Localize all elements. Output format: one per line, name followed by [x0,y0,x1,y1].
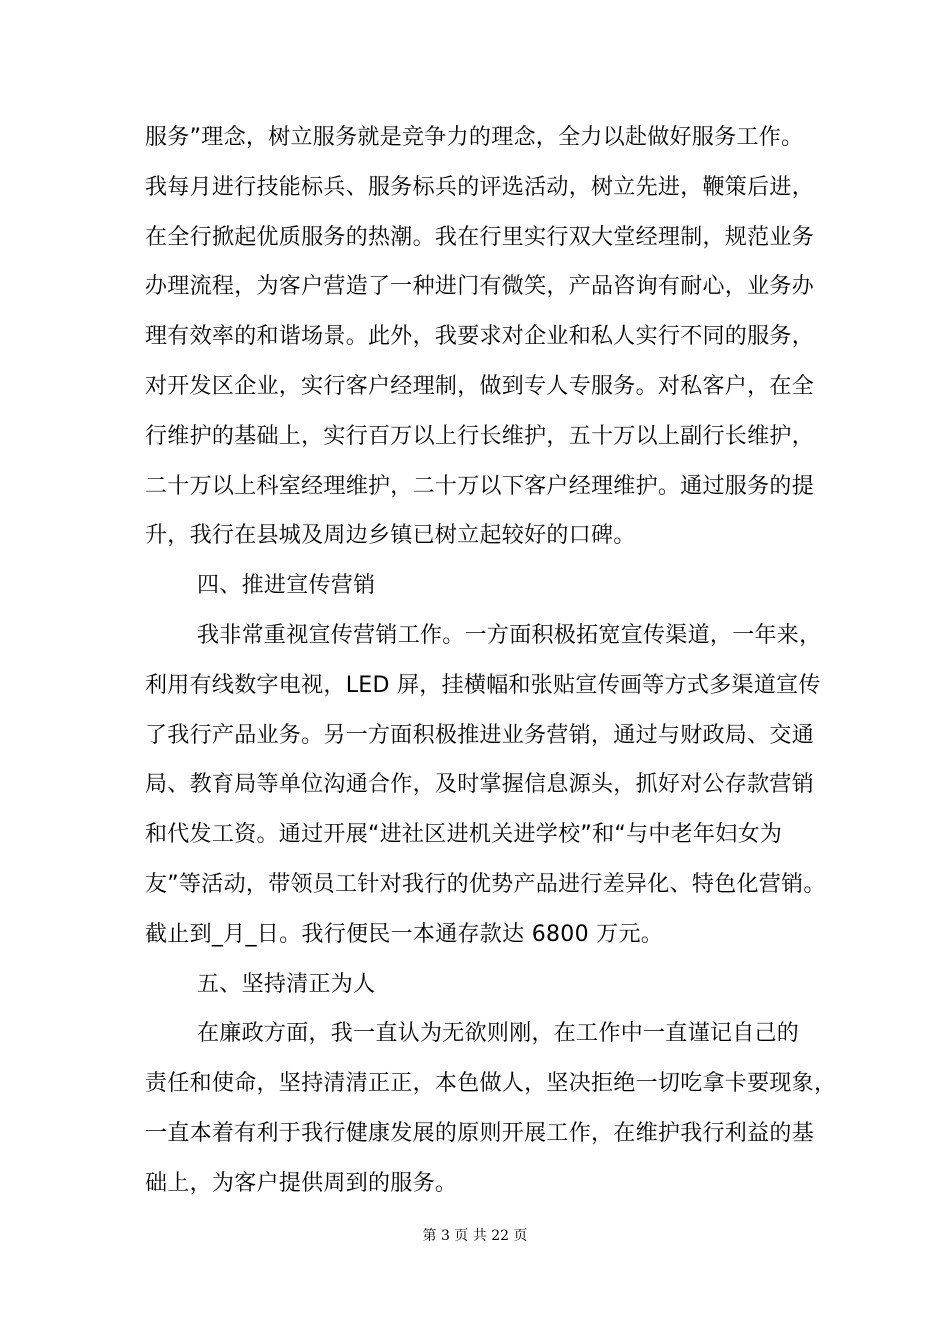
section-heading: 五、坚持清正为人 [197,971,376,997]
text-line: 友”等活动，带领员工针对我行的优势产品进行差异化、特色化营销。 [145,871,826,897]
text-line: 一直本着有利于我行健康发展的原则开展工作，在维护我行利益的基 [145,1120,815,1146]
text-line: 升，我行在县城及周边乡镇已树立起较好的口碑。 [145,523,636,549]
text-line: 办理流程，为客户营造了一种进门有微笑，产品咨询有耐心，业务办 [145,274,815,300]
text-line: 在全行掀起优质服务的热潮。我在行里实行双大堂经理制，规范业务 [145,224,815,250]
text-line: 对开发区企业，实行客户经理制，做到专人专服务。对私客户，在全 [145,373,815,399]
text-line: 在廉政方面，我一直认为无欲则刚，在工作中一直谨记自己的 [197,1021,800,1047]
text-line: 和代发工资。通过开展“进社区进机关进学校”和“与中老年妇女为 [145,822,783,848]
text-line: 二十万以上科室经理维护，二十万以下客户经理维护。通过服务的提 [145,473,815,499]
text-line: 截止到_月_日。我行便民一本通存款达 6800 万元。 [145,921,664,947]
text-line: 行维护的基础上，实行百万以上行长维护，五十万以上副行长维护， [145,423,815,449]
text-line: 局、教育局等单位沟通合作，及时掌握信息源头，抓好对公存款营销 [145,772,815,798]
text-line: 服务”理念，树立服务就是竞争力的理念，全力以赴做好服务工作。 [145,125,804,150]
section-heading: 四、推进宣传营销 [197,573,376,599]
text-line: 理有效率的和谐场景。此外，我要求对企业和私人实行不同的服务， [145,324,815,350]
body-text [145,113,837,1209]
text-line: 了我行产品业务。另一方面积极推进业务营销，通过与财政局、交通 [145,722,815,748]
text-line: 础上，为客户提供周到的服务。 [145,1170,458,1196]
text-line: 我每月进行技能标兵、服务标兵的评选活动，树立先进，鞭策后进， [145,174,815,200]
page-number-footer: 第 3 页 共 22 页 [422,1228,528,1244]
text-line: 责任和使命，坚持清清正正，本色做人，坚决拒绝一切吃拿卡要现象， [145,1071,837,1097]
text-line: 我非常重视宣传营销工作。一方面积极拓宽宣传渠道，一年来， [197,622,822,648]
text-line: 利用有线数字电视，LED 屏，挂横幅和张贴宣传画等方式多渠道宣传 [145,672,821,698]
